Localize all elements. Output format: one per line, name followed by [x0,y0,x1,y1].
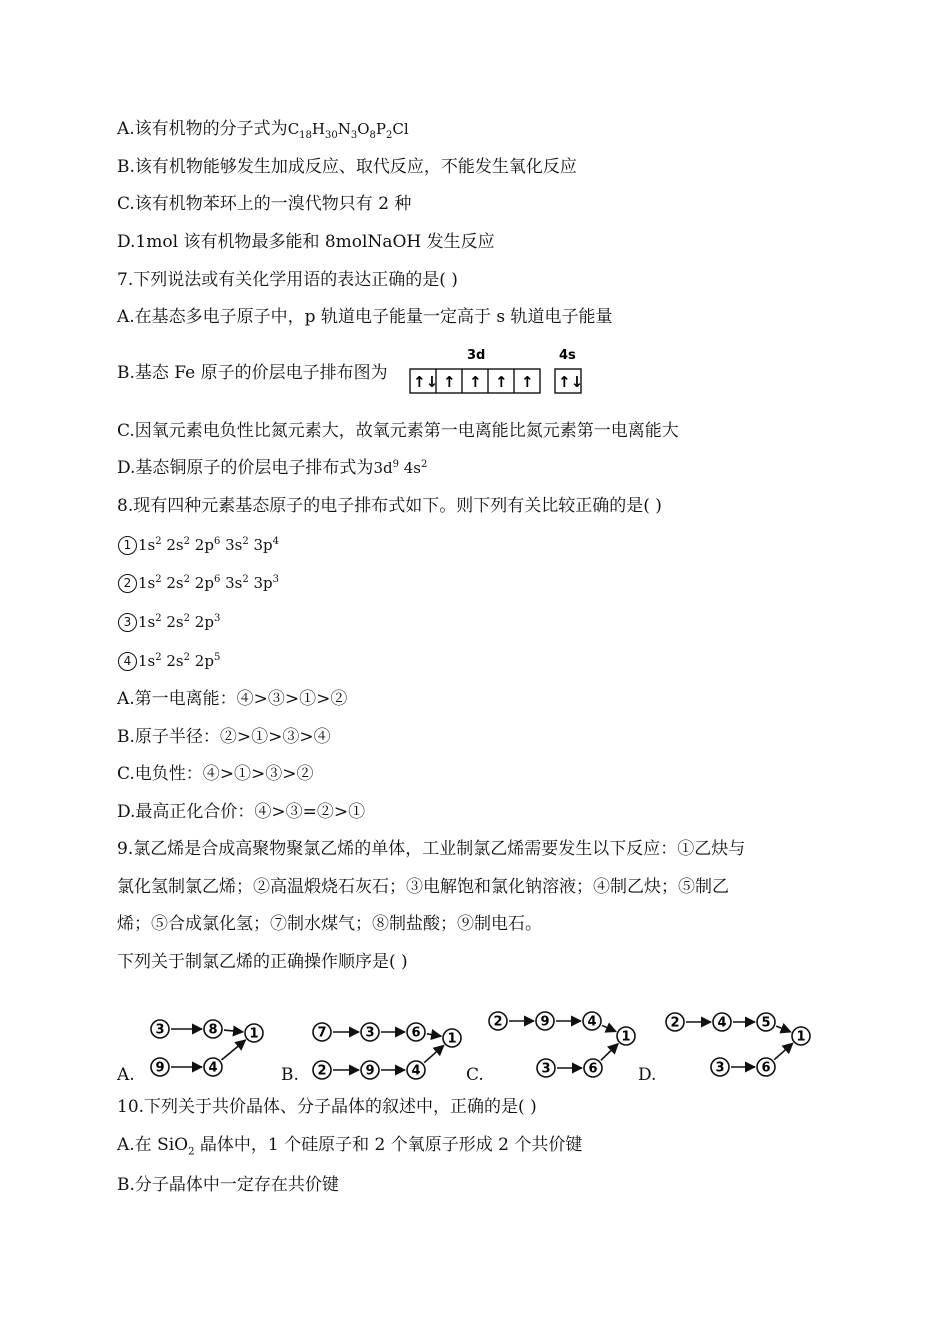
svg-text:1: 1 [447,1031,457,1047]
q6-option-d: D.1mol 该有机物最多能和 8molNaOH 发生反应 [117,232,495,252]
q9-question: 下列关于制氯乙烯的正确操作顺序是( ) [117,952,408,972]
sequence-arrow [601,1044,618,1061]
q9-option-d-label: D. [638,1065,657,1085]
orbital-3d-3: ↑ [469,373,482,391]
label-4s: 4s [559,348,576,363]
q8-config-2: 2 $1s^2$ $2s^2$ $2p^6$ $3s^2$ $3p^3$ [117,572,279,594]
q6-option-c: C.该有机物苯环上的一溴代物只有 2 种 [117,194,412,214]
svg-text:4: 4 [717,1015,727,1031]
svg-text:1: 1 [249,1026,259,1042]
q8-config-1: 1 $1s^2$ $2s^2$ $2p^6$ $3s^2$ $3p^4$ [117,534,279,556]
sequence-arrow [224,1030,243,1032]
sequence-step [666,1013,684,1031]
q7-config: $3d^9$ $4s^2$ [373,459,428,477]
svg-text:3: 3 [541,1061,551,1077]
sequence-end [617,1027,635,1045]
sequence-step [407,1061,425,1079]
svg-text:6: 6 [761,1060,771,1076]
orbital-3d-4: ↑ [495,373,508,391]
circled-number: 4 [118,652,137,671]
q8-option-a: A.第一电离能：④>③>①>② [117,689,348,709]
sequence-step [204,1058,222,1076]
q9-stem-line-1: 9.氯乙烯是合成高聚物聚氯乙烯的单体，工业制氯乙烯需要发生以下反应：①乙炔与 [117,839,746,859]
svg-text:8: 8 [208,1022,218,1038]
q7-stem: 7.下列说法或有关化学用语的表达正确的是( ) [117,270,458,290]
sequence-step [757,1058,775,1076]
svg-text:3: 3 [155,1022,165,1038]
sequence-step [584,1059,602,1077]
q6-formula: $C_{18}H_{30}N_3O_8P_2Cl$ [287,120,409,141]
sequence-step [711,1058,729,1076]
sequence-step [407,1023,425,1041]
q8-option-c: C.电负性：④>①>③>② [117,764,314,784]
sequence-step [537,1059,555,1077]
svg-text:3: 3 [715,1060,725,1076]
q8-option-b: B.原子半径：②>①>③>④ [117,727,331,747]
orbital-3d-5: ↑ [521,373,534,391]
q7-option-b-text: B.基态 Fe 原子的价层电子排布图为 [117,363,388,383]
svg-text:1: 1 [796,1029,806,1045]
svg-text:1: 1 [621,1029,631,1045]
sequence-end [245,1024,263,1042]
sequence-step [757,1013,775,1031]
sequence-step [313,1061,331,1079]
q6-option-a-text: A.该有机物的分子式为 [117,119,288,139]
sequence-step [313,1023,331,1041]
svg-text:4: 4 [587,1014,597,1030]
sequence-step [361,1061,379,1079]
svg-text:6: 6 [588,1061,598,1077]
circled-number: 1 [118,536,137,555]
q8-stem: 8.现有四种元素基态原子的电子排布式如下。则下列有关比较正确的是( ) [117,496,662,516]
svg-text:4: 4 [411,1063,421,1079]
q10-option-a-sub: 2 [188,1146,195,1158]
sequence-step [536,1012,554,1030]
q10-stem: 10.下列关于共价晶体、分子晶体的叙述中，正确的是( ) [117,1097,537,1117]
sequence-arrow [427,1034,441,1036]
svg-text:9: 9 [155,1060,165,1076]
q8-config-4: 4 $1s^2$ $2s^2$ $2p^5$ [117,650,220,672]
q9-option-a-label: A. [117,1065,135,1085]
label-3d: 3d [467,348,486,363]
sequence-arrow [602,1025,616,1031]
q10-option-a [117,1134,582,1156]
sequence-arrow [221,1040,245,1060]
sequence-step [583,1012,601,1030]
q9-option-c-label: C. [466,1065,484,1085]
orbital-4s-1: ↑↓ [558,373,584,391]
q9-option-b-label: B. [281,1065,299,1085]
q7-option-a: A.在基态多电子原子中，p 轨道电子能量一定高于 s 轨道电子能量 [117,307,613,327]
svg-text:2: 2 [317,1063,327,1079]
svg-text:5: 5 [761,1015,771,1031]
svg-text:3: 3 [365,1025,375,1041]
sequence-step [151,1058,169,1076]
q7-option-d-text: D.基态铜原子的价层电子排布式为 [117,458,374,478]
svg-text:2: 2 [493,1014,503,1030]
svg-text:9: 9 [540,1014,550,1030]
q7-option-b [117,362,388,384]
svg-text:6: 6 [411,1025,421,1041]
q7-option-c: C.因氧元素电负性比氮元素大，故氧元素第一电离能比氮元素第一电离能大 [117,421,679,441]
sequence-arrow [774,1043,793,1059]
q9-stem-line-2: 氯化氢制氯乙烯；②高温煅烧石灰石；③电解饱和氯化钠溶液；④制乙炔；⑤制乙 [117,877,729,897]
svg-text:2: 2 [670,1015,680,1031]
sequence-end [443,1029,461,1047]
q10-option-a-suffix: 晶体中，1 个硅原子和 2 个氧原子形成 2 个共价键 [194,1135,583,1155]
q6-option-b: B.该有机物能够发生加成反应、取代反应，不能发生氧化反应 [117,157,577,177]
orbital-3d-1: ↑↓ [413,373,439,391]
q9-stem-line-3: 烯；⑤合成氯化氢；⑦制水煤气；⑧制盐酸；⑨制电石。 [117,914,542,934]
q7-option-d [117,457,427,479]
sequence-step [713,1013,731,1031]
svg-text:7: 7 [317,1025,327,1041]
orbital-diagram [405,345,595,397]
sequence-step [151,1020,169,1038]
sequence-step [361,1023,379,1041]
sequence-arrow [776,1026,791,1032]
sequence-step [489,1012,507,1030]
sequence-step [204,1020,222,1038]
circled-number: 3 [118,613,137,632]
q10-option-a-prefix: A.在 SiO [117,1135,189,1155]
svg-text:9: 9 [365,1063,375,1079]
svg-text:4: 4 [208,1060,218,1076]
q6-option-a [117,118,409,140]
q8-option-d: D.最高正化合价：④>③=②>① [117,802,366,822]
sequence-arrow [424,1045,444,1062]
q8-config-3: 3 $1s^2$ $2s^2$ $2p^3$ [117,611,220,633]
q10-option-b: B.分子晶体中一定存在共价键 [117,1175,339,1195]
circled-number: 2 [118,574,137,593]
sequence-end [792,1027,810,1045]
orbital-3d-2: ↑ [443,373,456,391]
